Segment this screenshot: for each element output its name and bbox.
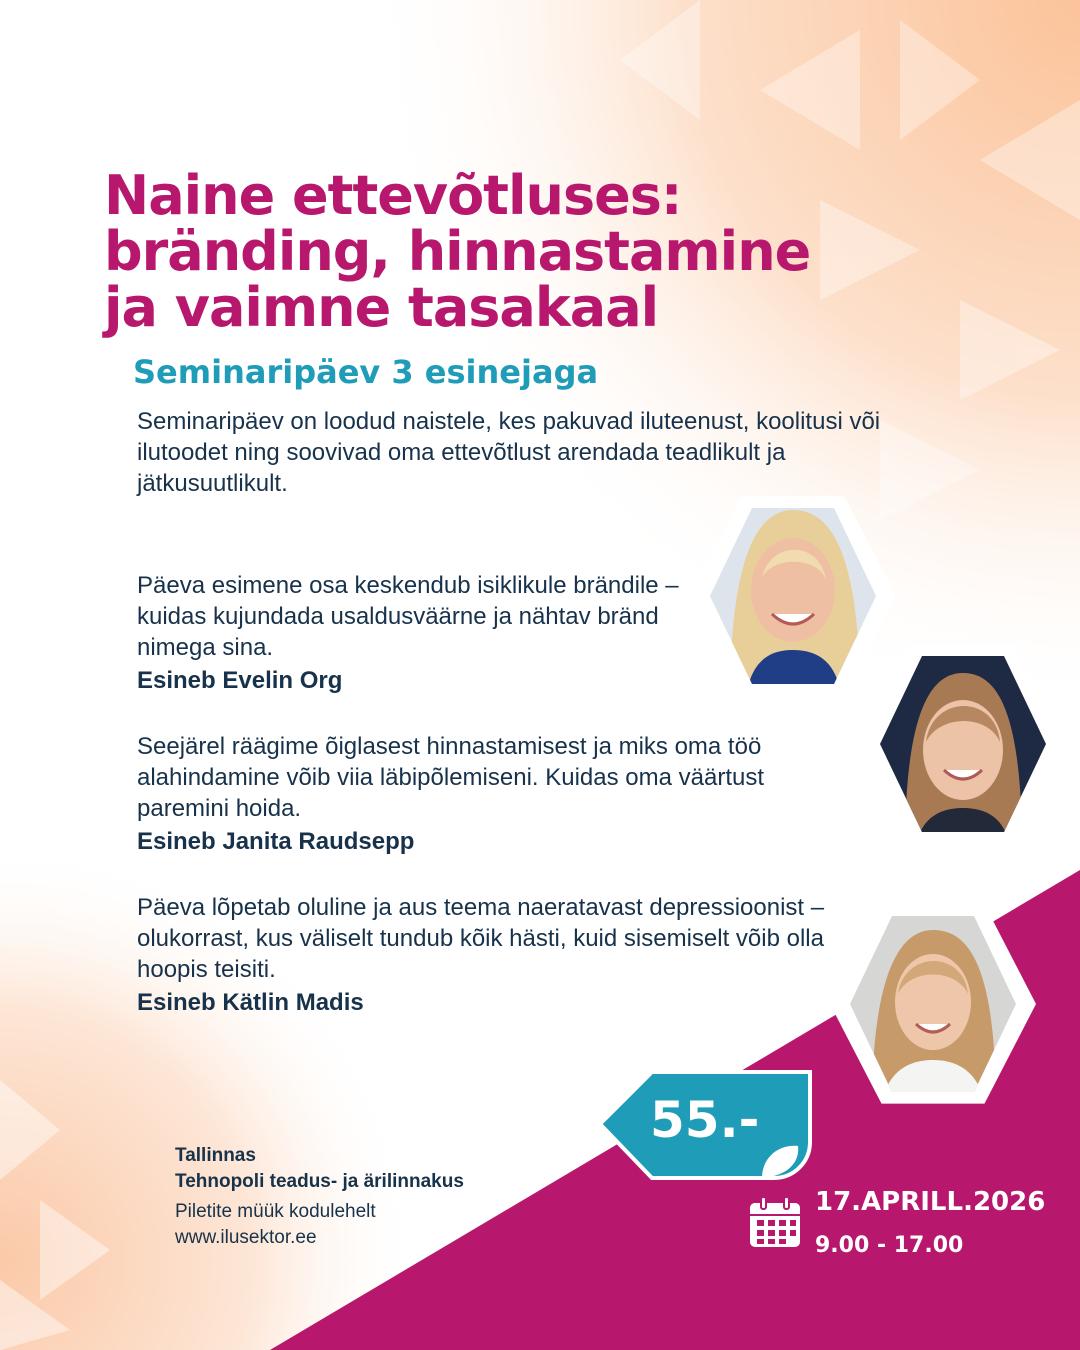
intro-text: Seminaripäev on loodud naistele, kes pakuvad iluteenust, koolitusi või ilutoodet ning soovivad oma ettevõtlust arendada teadlikult ja jätkusuutlikult. bbox=[137, 408, 881, 497]
section-2-text: Seejärel räägime õiglasest hinnastamisest ja miks oma töö alahindamine võib viia läbipõlemiseni. Kuidas oma väärtust paremini hoida. bbox=[137, 733, 765, 822]
section-3 bbox=[137, 892, 857, 1018]
page-title bbox=[104, 164, 811, 339]
section-2 bbox=[137, 731, 857, 857]
section-1-text: Päeva esimene osa keskendub isiklikule brändile – kuidas kujundada usaldusväärne ja nähtav bränd nimega sina. bbox=[137, 572, 679, 661]
price-value: 55.- bbox=[650, 1091, 760, 1149]
location-city: Tallinnas bbox=[175, 1145, 256, 1166]
ticket-info: Piletite müük kodulehelt bbox=[175, 1201, 376, 1222]
subtitle: Seminaripäev 3 esinejaga bbox=[133, 353, 599, 391]
location-block bbox=[175, 1143, 464, 1251]
section-2-speaker: Esineb Janita Raudsepp bbox=[137, 828, 415, 855]
title-line-3: ja vaimne tasakaal bbox=[104, 276, 659, 339]
title-line-2: bränding, hinnastamine bbox=[104, 220, 811, 283]
website-link[interactable]: www.ilusektor.ee bbox=[175, 1227, 317, 1248]
title-line-1: Naine ettevõtluses: bbox=[104, 164, 682, 227]
section-3-speaker: Esineb Kätlin Madis bbox=[137, 989, 364, 1016]
section-3-text: Päeva lõpetab oluline ja aus teema naeratavast depressioonist – olukorrast, kus väliselt tundub kõik hästi, kuid sisemiselt võib olla hoopis teisiti. bbox=[137, 894, 825, 983]
speaker-photo-2 bbox=[860, 638, 1066, 850]
event-date: 17.APRILL.2026 bbox=[815, 1187, 1046, 1217]
section-1 bbox=[137, 570, 697, 696]
location-venue: Tehnopoli teadus- ja ärilinnakus bbox=[175, 1171, 464, 1192]
calendar-icon bbox=[748, 1195, 802, 1249]
speaker-photo-3 bbox=[830, 898, 1036, 1110]
section-1-speaker: Esineb Evelin Org bbox=[137, 667, 343, 694]
event-time: 9.00 - 17.00 bbox=[815, 1233, 964, 1258]
